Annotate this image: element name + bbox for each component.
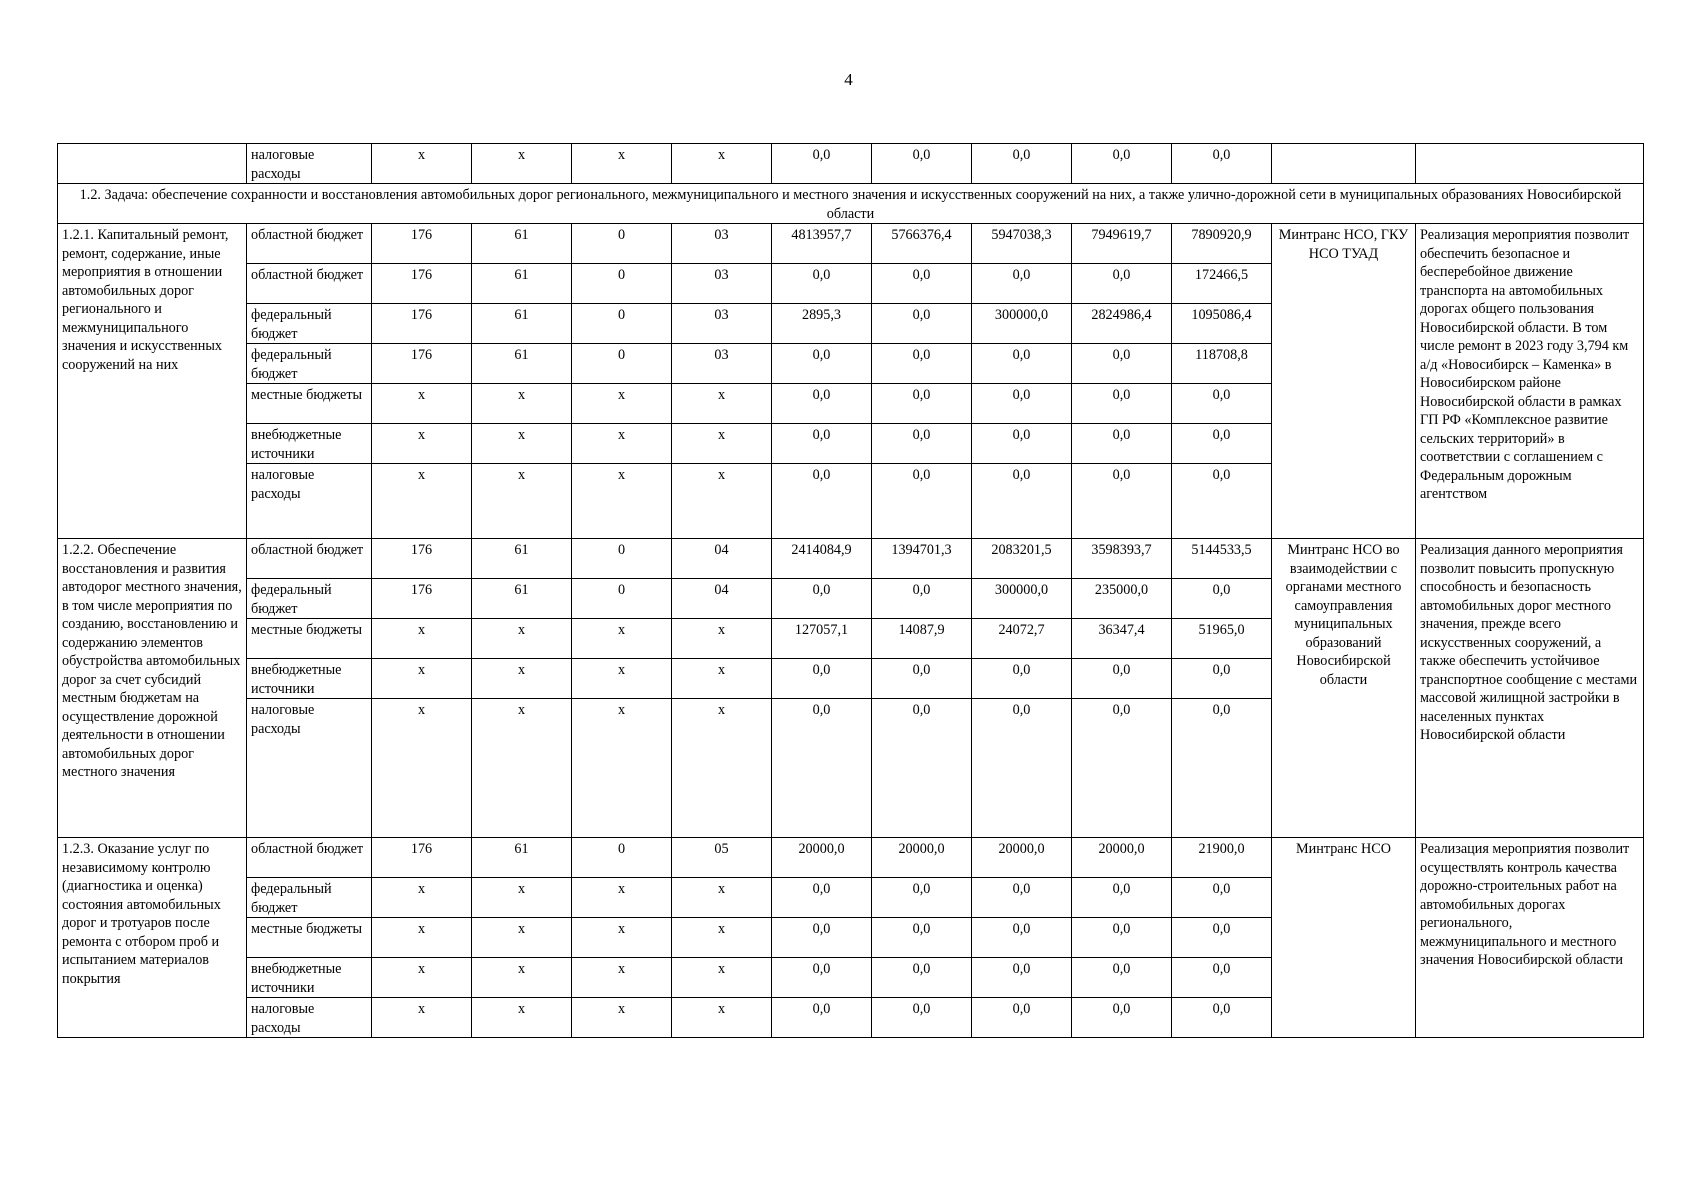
amount-value: 0,0 [872,424,972,464]
amount-value: 2824986,4 [1072,304,1172,344]
amount-value: 5766376,4 [872,224,972,264]
amount-value: 0,0 [1172,958,1272,998]
amount-value: 20000,0 [972,838,1072,878]
amount-value: 0,0 [1072,659,1172,699]
funding-source: внебюджетные источники [247,424,372,464]
amount-value: 0,0 [972,464,1072,539]
funding-source: областной бюджет [247,838,372,878]
amount-value: 0,0 [972,659,1072,699]
budget-code: 0 [572,304,672,344]
budget-code: x [472,464,572,539]
amount-value: 300000,0 [972,304,1072,344]
budget-code: x [672,384,772,424]
amount-value: 5947038,3 [972,224,1072,264]
budget-code: 03 [672,224,772,264]
expected-result: Реализация данного мероприятия позволит повысить пропускную способность и безопасность автомобильных дорог местного значения, прежде всего искусственных сооружений, а также обеспечить устойчивое транспортное сообщение с местами массовой жилищной застройки в населенных пунктах Новосибирской области [1416,539,1644,838]
budget-code: x [472,619,572,659]
amount-value: 0,0 [1072,424,1172,464]
measure-name [58,144,247,184]
amount-value: 0,0 [872,144,972,184]
amount-value: 7949619,7 [1072,224,1172,264]
amount-value: 0,0 [972,264,1072,304]
table-row [58,224,1644,264]
funding-source: федеральный бюджет [247,344,372,384]
funding-source: местные бюджеты [247,918,372,958]
amount-value: 0,0 [1072,384,1172,424]
amount-value: 20000,0 [1072,838,1172,878]
funding-source: налоговые расходы [247,998,372,1038]
budget-code: 0 [572,838,672,878]
amount-value: 0,0 [772,878,872,918]
amount-value: 0,0 [1172,659,1272,699]
budget-code: 0 [572,344,672,384]
amount-value: 0,0 [1172,384,1272,424]
amount-value: 0,0 [772,464,872,539]
task-row [58,184,1644,224]
budget-code: x [472,384,572,424]
measure-name: 1.2.3. Оказание услуг по независимому контролю (диагностика и оценка) состояния автомобильных дорог и тротуаров после ремонта с отбором проб и испытанием материалов покрытия [58,838,247,1038]
amount-value: 0,0 [872,344,972,384]
budget-code: x [372,619,472,659]
budget-code: x [372,998,472,1038]
budget-code: 176 [372,579,472,619]
amount-value: 0,0 [1172,144,1272,184]
amount-value: 0,0 [972,424,1072,464]
amount-value: 0,0 [872,304,972,344]
amount-value: 0,0 [1072,699,1172,838]
budget-code: 0 [572,224,672,264]
amount-value: 20000,0 [772,838,872,878]
budget-code: 03 [672,304,772,344]
measures-table [57,143,1644,1038]
amount-value: 0,0 [772,918,872,958]
budget-code: 61 [472,264,572,304]
amount-value: 0,0 [1072,878,1172,918]
amount-value: 0,0 [872,699,972,838]
budget-code: 61 [472,304,572,344]
budget-code: 0 [572,579,672,619]
budget-code: x [372,424,472,464]
budget-code: x [672,998,772,1038]
funding-source: федеральный бюджет [247,579,372,619]
amount-value: 0,0 [872,958,972,998]
executor [1272,144,1416,184]
budget-code: x [372,958,472,998]
budget-code: x [472,958,572,998]
funding-source: налоговые расходы [247,144,372,184]
amount-value: 14087,9 [872,619,972,659]
table-row [58,838,1644,878]
amount-value: 0,0 [1072,464,1172,539]
amount-value: 0,0 [972,878,1072,918]
amount-value: 5144533,5 [1172,539,1272,579]
budget-code: x [572,958,672,998]
amount-value: 1095086,4 [1172,304,1272,344]
funding-source: областной бюджет [247,539,372,579]
funding-source: местные бюджеты [247,384,372,424]
budget-code: x [572,464,672,539]
amount-value: 0,0 [1072,918,1172,958]
budget-code: 61 [472,224,572,264]
budget-code: 61 [472,579,572,619]
budget-code: 04 [672,579,772,619]
amount-value: 0,0 [1172,699,1272,838]
amount-value: 0,0 [1172,918,1272,958]
amount-value: 51965,0 [1172,619,1272,659]
budget-code: 61 [472,539,572,579]
budget-code: x [572,384,672,424]
executor: Минтранс НСО, ГКУ НСО ТУАД [1272,224,1416,539]
amount-value: 0,0 [772,958,872,998]
budget-code: x [372,464,472,539]
amount-value: 0,0 [972,918,1072,958]
amount-value: 0,0 [772,384,872,424]
budget-code: 176 [372,344,472,384]
amount-value: 300000,0 [972,579,1072,619]
budget-code: x [672,699,772,838]
budget-code: 176 [372,224,472,264]
amount-value: 1394701,3 [872,539,972,579]
amount-value: 0,0 [972,958,1072,998]
amount-value: 0,0 [1172,998,1272,1038]
funding-source: налоговые расходы [247,699,372,838]
executor: Минтранс НСО во взаимодействии с органами местного самоуправления муниципальных образований Новосибирской области [1272,539,1416,838]
amount-value: 24072,7 [972,619,1072,659]
task-heading: 1.2. Задача: обеспечение сохранности и восстановления автомобильных дорог регионального, межмуниципального и местного значения и искусственных сооружений на них, а также улично-дорожной сети в муниципальных образованиях Новосибирской области [58,184,1644,224]
measure-name: 1.2.2. Обеспечение восстановления и развития автодорог местного значения, в том числе мероприятия по созданию, восстановлению и содержанию элементов обустройства автомобильных дорог за счет субсидий местным бюджетам на осуществление дорожной деятельности в отношении автомобильных дорог местного значения [58,539,247,838]
amount-value: 0,0 [972,699,1072,838]
budget-code: x [372,878,472,918]
executor: Минтранс НСО [1272,838,1416,1038]
budget-code: 03 [672,344,772,384]
amount-value: 0,0 [772,144,872,184]
budget-code: 61 [472,344,572,384]
budget-code: 0 [572,539,672,579]
amount-value: 0,0 [772,659,872,699]
amount-value: 0,0 [1072,958,1172,998]
budget-code: x [372,144,472,184]
budget-code: 05 [672,838,772,878]
amount-value: 0,0 [772,424,872,464]
amount-value: 172466,5 [1172,264,1272,304]
budget-code: x [572,699,672,838]
page-number: 4 [844,70,853,89]
budget-code: x [572,619,672,659]
amount-value: 0,0 [972,998,1072,1038]
budget-code: x [672,878,772,918]
budget-code: x [472,659,572,699]
table-row [58,539,1644,579]
budget-code: x [572,424,672,464]
budget-code: 176 [372,539,472,579]
amount-value: 0,0 [1172,424,1272,464]
budget-code: 176 [372,838,472,878]
amount-value: 0,0 [872,464,972,539]
budget-code: x [672,659,772,699]
budget-code: x [372,918,472,958]
budget-code: x [572,878,672,918]
amount-value: 0,0 [772,699,872,838]
budget-code: 176 [372,304,472,344]
amount-value: 2414084,9 [772,539,872,579]
budget-code: x [472,144,572,184]
budget-code: x [472,878,572,918]
amount-value: 0,0 [872,579,972,619]
budget-code: x [372,659,472,699]
budget-code: x [672,144,772,184]
budget-code: x [472,918,572,958]
measure-name: 1.2.1. Капитальный ремонт, ремонт, содержание, иные мероприятия в отношении автомобильных дорог регионального и межмуниципального значения и искусственных сооружений на них [58,224,247,539]
amount-value: 21900,0 [1172,838,1272,878]
budget-code: x [572,144,672,184]
budget-code: x [472,998,572,1038]
budget-code: x [672,424,772,464]
amount-value: 0,0 [1072,144,1172,184]
funding-source: областной бюджет [247,224,372,264]
budget-code: x [472,424,572,464]
budget-code: 04 [672,539,772,579]
budget-code: x [672,958,772,998]
budget-code: x [572,918,672,958]
budget-code: x [372,384,472,424]
funding-source: областной бюджет [247,264,372,304]
amount-value: 0,0 [872,659,972,699]
amount-value: 0,0 [972,144,1072,184]
amount-value: 3598393,7 [1072,539,1172,579]
amount-value: 0,0 [972,344,1072,384]
budget-code: x [372,699,472,838]
expected-result: Реализация мероприятия позволит обеспечить безопасное и бесперебойное движение транспорта на автомобильных дорогах общего пользования Новосибирской области. В том числе ремонт в 2023 году 3,794 км а/д «Новосибирск – Каменка» в Новосибирском районе Новосибирской области в рамках ГП РФ «Комплексное развитие сельских территорий» в соответствии с соглашением с Федеральным дорожным агентством [1416,224,1644,539]
amount-value: 0,0 [772,264,872,304]
amount-value: 0,0 [872,918,972,958]
funding-source: внебюджетные источники [247,958,372,998]
amount-value: 36347,4 [1072,619,1172,659]
amount-value: 0,0 [1172,579,1272,619]
budget-code: x [672,619,772,659]
expected-result: Реализация мероприятия позволит осуществлять контроль качества дорожно-строительных работ на автомобильных дорогах регионального, межмуниципального и местного значения Новосибирской области [1416,838,1644,1038]
budget-code: x [572,998,672,1038]
amount-value: 2083201,5 [972,539,1072,579]
budget-code: x [672,464,772,539]
funding-source: внебюджетные источники [247,659,372,699]
amount-value: 20000,0 [872,838,972,878]
amount-value: 0,0 [772,579,872,619]
funding-source: местные бюджеты [247,619,372,659]
amount-value: 0,0 [772,998,872,1038]
amount-value: 4813957,7 [772,224,872,264]
funding-source: налоговые расходы [247,464,372,539]
amount-value: 0,0 [872,878,972,918]
amount-value: 2895,3 [772,304,872,344]
amount-value: 0,0 [872,384,972,424]
budget-code: x [472,699,572,838]
funding-source: федеральный бюджет [247,878,372,918]
budget-code: 61 [472,838,572,878]
amount-value: 0,0 [1172,464,1272,539]
expected-result [1416,144,1644,184]
amount-value: 0,0 [1172,878,1272,918]
amount-value: 0,0 [1072,264,1172,304]
budget-code: 176 [372,264,472,304]
amount-value: 7890920,9 [1172,224,1272,264]
amount-value: 0,0 [872,998,972,1038]
amount-value: 118708,8 [1172,344,1272,384]
table-row [58,144,1644,184]
budget-code: 0 [572,264,672,304]
budget-code: 03 [672,264,772,304]
budget-code: x [572,659,672,699]
budget-code: x [672,918,772,958]
amount-value: 127057,1 [772,619,872,659]
amount-value: 0,0 [872,264,972,304]
amount-value: 0,0 [772,344,872,384]
funding-source: федеральный бюджет [247,304,372,344]
amount-value: 0,0 [1072,998,1172,1038]
amount-value: 235000,0 [1072,579,1172,619]
amount-value: 0,0 [1072,344,1172,384]
amount-value: 0,0 [972,384,1072,424]
